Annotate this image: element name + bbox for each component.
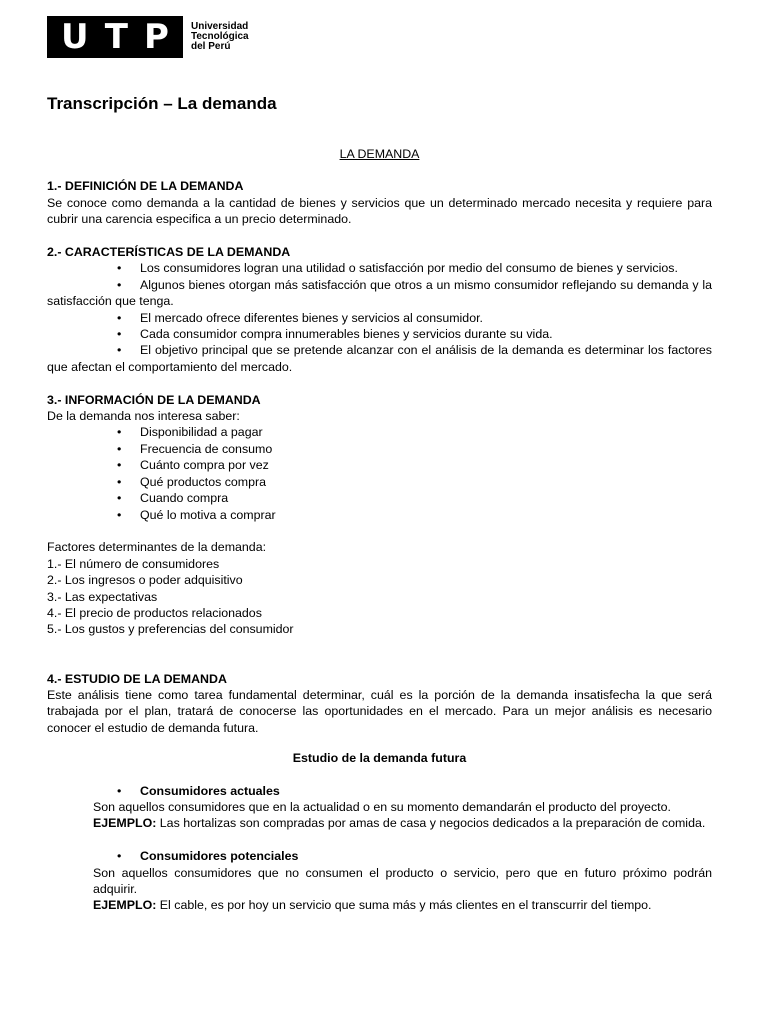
list-item: • Qué productos compra [47,474,712,490]
page-title: Transcripción – La demanda [47,94,277,113]
example-text: El cable, es por hoy un servicio que suma más y más clientes en el transcurrir del tiempo. [156,898,652,913]
factors-title: Factores determinantes de la demanda: [47,540,267,555]
list-item: • Algunos bienes otorgan más satisfacción que otros a un mismo consumidor reflejando su demanda y la satisfacción que tenga. [47,277,712,310]
factor-item: 4.- El precio de productos relacionados [47,605,262,620]
logo-letter-p: P [144,17,169,57]
list-item: • El mercado ofrece diferentes bienes y servicios al consumidor. [47,310,712,326]
list-item: • Cuando compra [47,490,712,506]
logo-wordmark [191,22,249,52]
list-item: • Cuánto compra por vez [47,457,712,473]
factor-item: 2.- Los ingresos o poder adquisitivo [47,573,243,588]
section-3-title: 3.- INFORMACIÓN DE LA DEMANDA [47,392,261,407]
example-label: EJEMPLO: [93,898,157,913]
list-item: • Los consumidores logran una utilidad o satisfacción por medio del consumo de bienes y servicios. [47,260,712,276]
section-3-intro: De la demanda nos interesa saber: [47,409,240,424]
section-4-title: 4.- ESTUDIO DE LA DEMANDA [47,671,227,686]
potential-consumers-title: • Consumidores potenciales [47,848,712,864]
logo-line-1: Universidad [191,21,249,32]
list-item: • El objetivo principal que se pretende alcanzar con el análisis de la demanda es determinar los factores que afectan el comportamiento del mercado. [47,342,712,375]
list-item: • Frecuencia de consumo [47,441,712,457]
characteristics-list [47,260,712,375]
list-item: • Qué lo motiva a comprar [47,507,712,523]
current-consumers-title: • Consumidores actuales [47,783,712,799]
logo-line-2: Tecnológica [191,31,249,42]
section-1-title: 1.- DEFINICIÓN DE LA DEMANDA [47,179,244,194]
list-item: • Disponibilidad a pagar [47,424,712,440]
logo-line-3: del Perú [191,41,231,52]
current-consumers-example [47,815,712,831]
section-2-title: 2.- CARACTERÍSTICAS DE LA DEMANDA [47,245,291,260]
factor-item: 5.- Los gustos y preferencias del consumidor [47,622,294,637]
logo-mark [47,16,183,58]
logo-letter-t: T [104,17,128,57]
document-body [47,146,712,914]
section-4-text: Este análisis tiene como tarea fundamental determinar, cuál es la porción de la demanda insatisfecha la que será trabajada por el plan, tratará de conocerse las oportunidades en el mercado. Para un mejor análisis es necesario conocer el estudio de demanda futura. [47,687,712,735]
example-label: EJEMPLO: [93,816,157,831]
factor-item: 3.- Las expectativas [47,589,158,604]
utp-logo [47,16,249,58]
logo-letter-u: U [61,17,89,57]
factor-item: 1.- El número de consumidores [47,556,220,571]
future-demand-subtitle: Estudio de la demanda futura [292,751,467,766]
list-item: • Cada consumidor compra innumerables bienes y servicios durante su vida. [47,326,712,342]
section-1-text: Se conoce como demanda a la cantidad de bienes y servicios que un determinado mercado necesita y requiere para cubrir una carencia especifica a un precio determinado. [47,195,712,227]
information-list [47,424,712,522]
example-text: Las hortalizas son compradas por amas de casa y negocios dedicados a la preparación de comida. [156,816,706,831]
potential-consumers-example [47,897,712,913]
current-consumers-text: Son aquellos consumidores que en la actualidad o en su momento demandarán el producto del proyecto. [93,799,671,814]
document-heading: LA DEMANDA [339,147,420,161]
potential-consumers-text: Son aquellos consumidores que no consumen el producto o servicio, pero que en futuro próximo podrán adquirir. [93,865,712,896]
